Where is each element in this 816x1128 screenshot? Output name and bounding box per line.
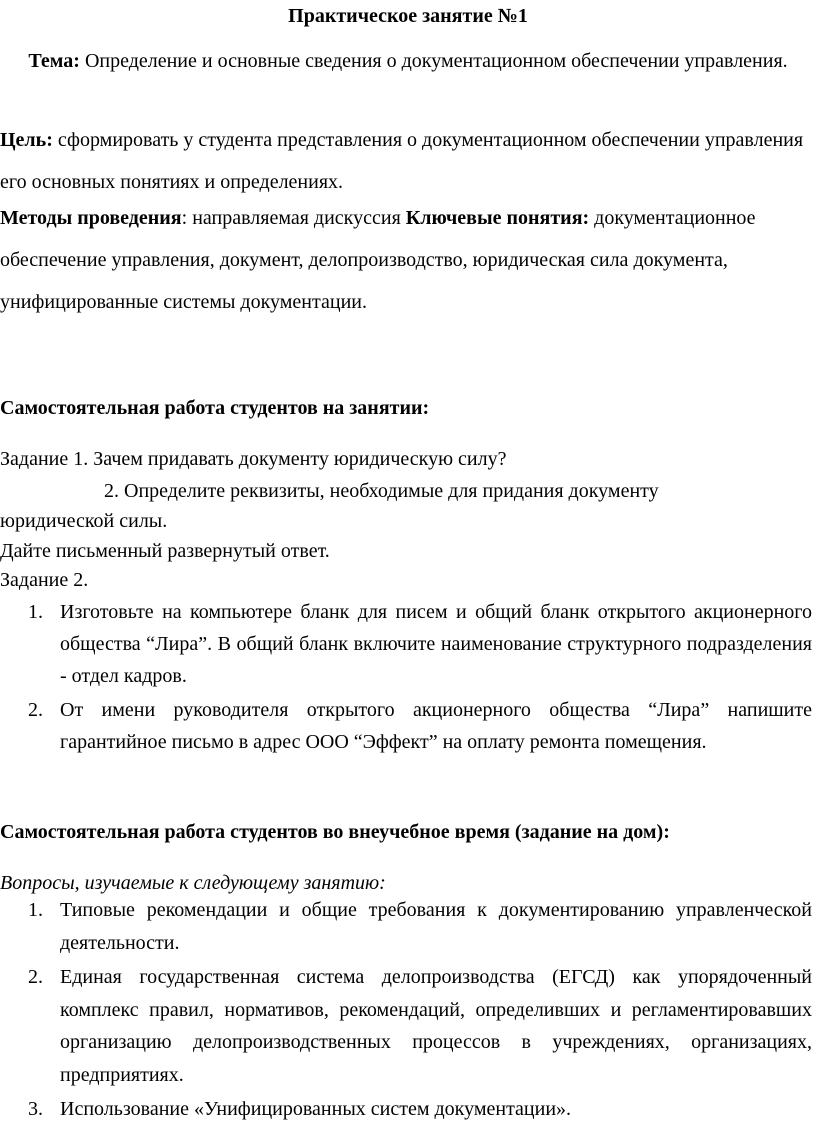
list-item-text: Типовые рекомендации и общие требования к документированию управленческой деятельности. <box>60 899 812 954</box>
list-item <box>0 894 812 959</box>
task1-question1: Задание 1. Зачем придавать документу юридическую силу? <box>0 448 507 470</box>
list-item-number: 1. <box>28 899 43 921</box>
page-title: Практическое занятие №1 <box>288 5 528 27</box>
goal-paragraph <box>0 119 808 203</box>
list-item-number: 3. <box>28 1098 43 1120</box>
list-item <box>0 694 812 758</box>
list-item <box>0 596 812 692</box>
list-item-text: Использование «Унифицированных систем документации». <box>60 1098 572 1120</box>
list-item-number: 2. <box>28 966 43 988</box>
list-item <box>0 961 812 1091</box>
list-item-text: От имени руководителя открытого акционерного общества “Лира” напишите гарантийное письмо в адрес ООО “Эффект” на оплату ремонта помещения. <box>60 699 812 753</box>
task2-list <box>0 596 812 760</box>
task1-question2: 2. Определите реквизиты, необходимые для придания документу <box>104 480 659 502</box>
list-item-number: 2. <box>28 699 43 721</box>
homework-list <box>0 894 812 1128</box>
task1-note: Дайте письменный развернутый ответ. <box>0 540 330 562</box>
keywords-text: документационное обеспечение управления, документ, делопроизводство, юридическая сила документа, унифицированные системы документации. <box>0 207 756 313</box>
task2-label: Задание 2. <box>0 569 89 591</box>
list-item-number: 1. <box>28 601 43 623</box>
homework-subheading: Вопросы, изучаемые к следующему занятию: <box>0 872 386 894</box>
task1-question2-cont: юридической силы. <box>0 510 168 532</box>
classwork-heading: Самостоятельная работа студентов на занятии: <box>0 397 430 419</box>
list-item <box>0 1093 812 1126</box>
methods-text: : направляемая дискуссия <box>181 207 401 229</box>
goal-text: сформировать у студента представления о документационном обеспечении управления его основных понятиях и определениях. <box>0 129 804 193</box>
topic-label: Тема: <box>28 50 80 72</box>
keywords-label: Ключевые понятия: <box>405 207 590 229</box>
topic-paragraph <box>0 40 816 82</box>
list-item-text: Единая государственная система делопроизводства (ЕГСД) как упорядоченный комплекс правил, нормативов, рекомендаций, определивших и регламентировавших организацию делопроизводственных процессов в учреждениях, организациях, предприятиях. <box>60 966 812 1086</box>
methods-label: Методы проведения <box>0 207 182 229</box>
goal-label: Цель: <box>0 129 53 151</box>
topic-text: Определение и основные сведения о документационном обеспечении управления. <box>84 50 788 72</box>
list-item-text: Изготовьте на компьютере бланк для писем и общий бланк открытого акционерного общества “Лира”. В общий бланк включите наименование структурного подразделения - отдел кадров. <box>60 601 812 687</box>
methods-paragraph <box>0 197 808 323</box>
homework-heading: Самостоятельная работа студентов во внеучебное время (задание на дом): <box>0 821 670 843</box>
